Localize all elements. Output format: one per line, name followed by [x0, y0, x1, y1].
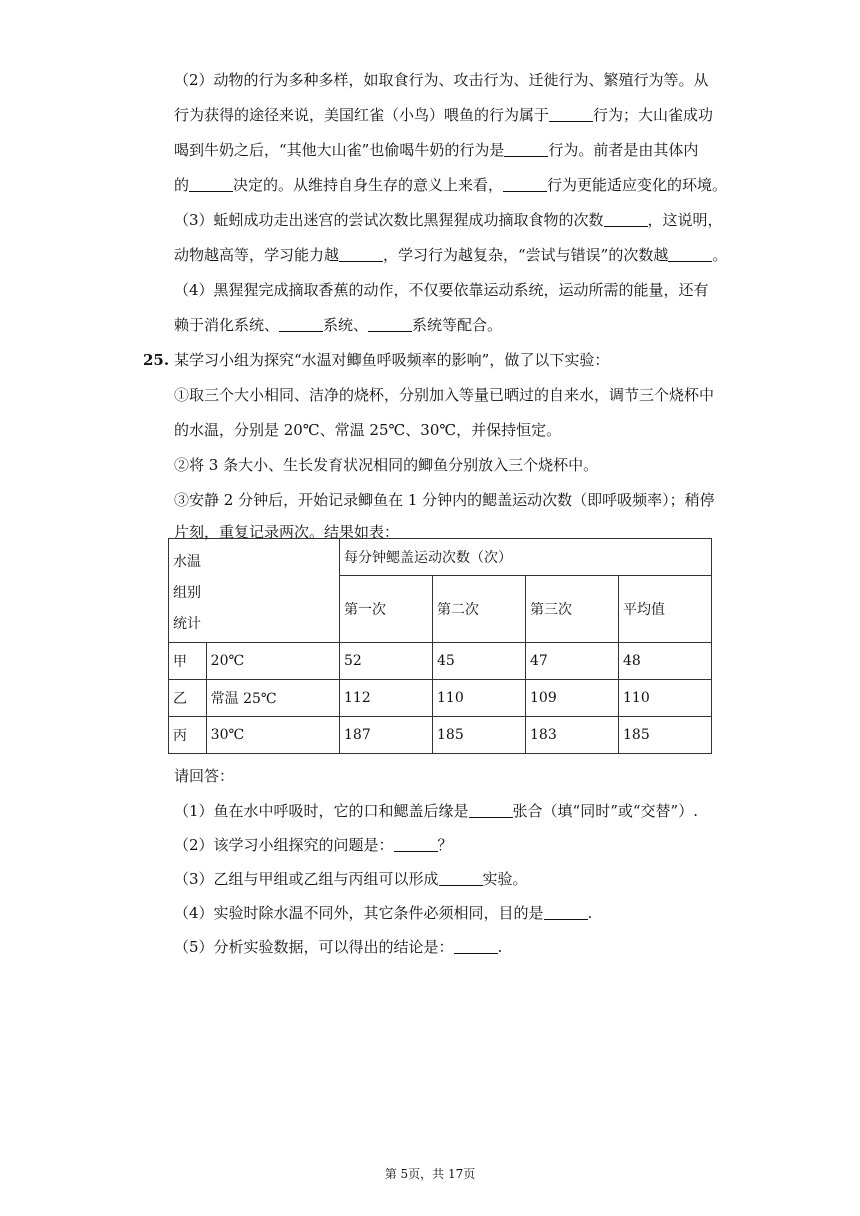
q24-p4-line2: 赖于消化系统、 系统、 系统等配合。 — [174, 316, 503, 334]
table-row — [169, 643, 712, 680]
q24-p2-line1: （2）动物的行为多种多样，如取食行为、攻击行为、迁徙行为、繁殖行为等。从 — [174, 71, 709, 89]
value-cell: 187 — [340, 717, 433, 754]
q24-p3-line1: （3）蚯蚓成功走出迷宫的尝试次数比黑猩猩成功摘取食物的次数 ，这说明， — [174, 211, 723, 229]
group-header-cell: 每分钟鳃盖运动次数（次） — [340, 539, 712, 576]
corner-label-group: 组别 — [173, 585, 201, 601]
answer-blank — [668, 246, 712, 262]
value-cell: 183 — [526, 717, 619, 754]
q24-p2-line2: 行为获得的途径来说，美国红雀（小鸟）喂鱼的行为属于 行为；大山雀成功 — [174, 106, 714, 124]
q25-answer-5: （5）分析实验数据，可以得出的结论是： . — [174, 938, 503, 956]
table-row — [169, 680, 712, 717]
value-cell: 45 — [433, 643, 526, 680]
answer-blank — [439, 870, 483, 886]
q25-step1-line2: 的水温，分别是 20℃、常温 25℃、30℃，并保持恒定。 — [174, 421, 562, 439]
page-footer: 第 5页，共 17页 — [384, 1167, 476, 1181]
col-header: 平均值 — [619, 576, 712, 643]
col-header: 第一次 — [340, 576, 433, 643]
q24-p4-line1: （4）黑猩猩完成摘取香蕉的动作，不仅要依靠运动系统，运动所需的能量，还有 — [174, 281, 709, 299]
value-cell: 109 — [526, 680, 619, 717]
value-cell: 110 — [433, 680, 526, 717]
value-cell: 185 — [433, 717, 526, 754]
q24-p2-line4: 的 决定的。从维持自身生存的意义上来看， 行为更能适应变化的环境。 — [174, 176, 728, 194]
answer-blank — [503, 176, 547, 192]
answer-blank — [549, 106, 593, 122]
q25-answer-1: （1）鱼在水中呼吸时，它的口和鳃盖后缘是 张合（填“同时”或“交替”）. — [174, 802, 698, 820]
q25-answer-3: （3）乙组与甲组或乙组与丙组可以形成 实验。 — [174, 870, 528, 888]
value-cell: 110 — [619, 680, 712, 717]
value-cell: 52 — [340, 643, 433, 680]
answer-blank — [504, 141, 548, 157]
q25-answer-2: （2）该学习小组探究的问题是： ？ — [174, 836, 453, 854]
answer-blank — [469, 802, 513, 818]
q25-answer-4: （4）实验时除水温不同外，其它条件必须相同，目的是 . — [174, 904, 593, 922]
answer-blank — [189, 176, 233, 192]
group-cell: 丙 — [169, 717, 207, 754]
col-header: 第三次 — [526, 576, 619, 643]
q24-p2-line3: 喝到牛奶之后，“其他大山雀”也偷喝牛奶的行为是 行为。前者是由其体内 — [174, 141, 699, 159]
q25-step3-line1: ③安静 2 分钟后，开始记录鲫鱼在 1 分钟内的鳃盖运动次数（即呼吸频率）；稍停 — [174, 491, 715, 509]
answer-blank — [279, 316, 323, 332]
corner-label-stat: 统计 — [173, 616, 201, 632]
temp-cell: 20℃ — [206, 643, 339, 680]
question-number: 25. — [143, 351, 170, 369]
answer-blank — [454, 938, 498, 954]
answer-blank — [604, 211, 648, 227]
group-cell: 甲 — [169, 643, 207, 680]
q25-intro: 某学习小组为探究“水温对鲫鱼呼吸频率的影响”，做了以下实验： — [174, 351, 610, 369]
answer-blank — [394, 836, 438, 852]
table-row — [169, 717, 712, 754]
col-header: 第二次 — [433, 576, 526, 643]
q25-step1-line1: ①取三个大小相同、洁净的烧杯，分别加入等量已晒过的自来水，调节三个烧杯中 — [174, 386, 715, 404]
value-cell: 48 — [619, 643, 712, 680]
answer-blank — [368, 316, 412, 332]
results-table — [168, 538, 712, 754]
value-cell: 185 — [619, 717, 712, 754]
q25-step3-line2: 片刻，重复记录两次。结果如表： — [174, 523, 400, 541]
group-cell: 乙 — [169, 680, 207, 717]
temp-cell: 30℃ — [206, 717, 339, 754]
value-cell: 47 — [526, 643, 619, 680]
please-answer: 请回答： — [174, 767, 235, 785]
q25-step2: ②将 3 条大小、生长发育状况相同的鲫鱼分别放入三个烧杯中。 — [174, 456, 599, 474]
q24-p3-line2: 动物越高等，学习能力越 ，学习行为越复杂，“尝试与错误”的次数越 。 — [174, 246, 728, 264]
answer-blank — [544, 904, 588, 920]
corner-header-cell — [169, 539, 340, 643]
value-cell: 112 — [340, 680, 433, 717]
temp-cell: 常温 25℃ — [206, 680, 339, 717]
answer-blank — [339, 246, 383, 262]
corner-label-temp: 水温 — [173, 554, 201, 570]
